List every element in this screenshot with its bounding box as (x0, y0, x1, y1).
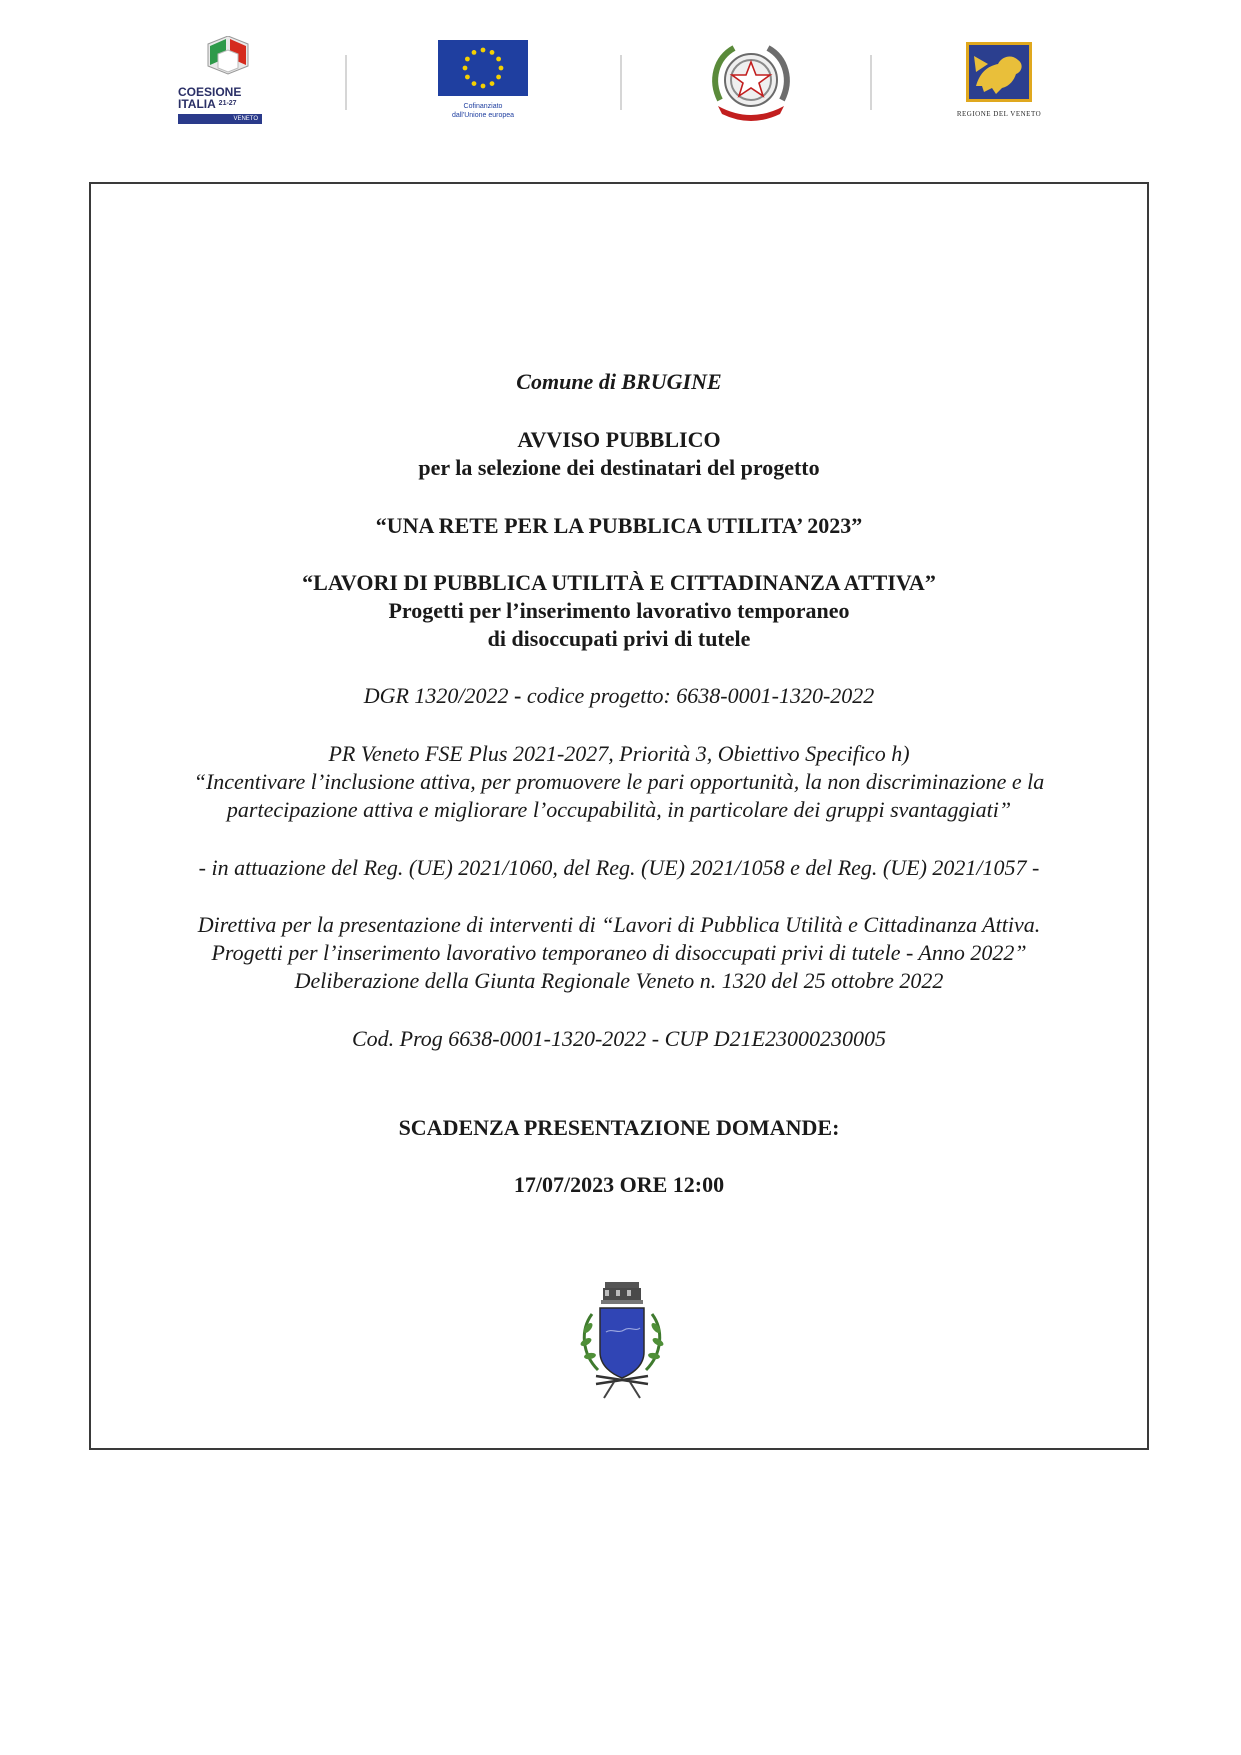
logo-bar (0, 0, 1241, 170)
eu-star-icon (465, 57, 470, 62)
eu-flag-icon (438, 40, 528, 96)
emblem-of-italy-icon (706, 40, 796, 126)
italian-republic-emblem (706, 40, 796, 126)
coesione-line1: COESIONE (178, 85, 242, 99)
logo-separator (870, 55, 872, 110)
regulation-line: - in attuazione del Reg. (UE) 2021/1060, del Reg. (UE) 2021/1058 e del Reg. (UE) 2021/1057 - (198, 855, 1040, 880)
eu-star-icon (465, 75, 470, 80)
coesione-region: VENETO (233, 116, 258, 122)
directive-line2: Progetti per l’inserimento lavorativo temporaneo di disoccupati privi di tutele - Anno 2022” (211, 940, 1027, 965)
directive-line1: Direttiva per la presentazione di interventi di “Lavori di Pubblica Utilità e Cittadinanza Attiva. (197, 912, 1041, 937)
municipality-name: Comune di BRUGINE (516, 369, 722, 394)
eu-star-icon (481, 84, 486, 89)
lion-of-saint-mark-icon (966, 42, 1032, 102)
eu-star-icon (472, 81, 477, 86)
deadline-label: SCADENZA PRESENTAZIONE DOMANDE: (398, 1115, 840, 1140)
brugine-coat-of-arms-icon (574, 1280, 670, 1406)
veneto-caption: REGIONE DEL VENETO (956, 110, 1042, 118)
notice-title: AVVISO PUBBLICO (517, 427, 721, 452)
eu-star-icon (490, 50, 495, 55)
regione-veneto-logo (944, 40, 1054, 130)
coesione-years: 21-27 (218, 100, 237, 107)
coesione-region-band (178, 114, 262, 124)
dgr-line (91, 682, 1147, 710)
eu-star-icon (496, 75, 501, 80)
coesione-cube-icon (178, 36, 278, 86)
eu-star-icon (496, 57, 501, 62)
eu-star-icon (463, 66, 468, 71)
eu-caption-line1: Cofinanziato (463, 103, 503, 110)
pr-veneto-line2: “Incentivare l’inclusione attiva, per promuovere le pari opportunità, la non discriminazione e la (193, 769, 1045, 794)
eu-star-icon (472, 50, 477, 55)
program-name: “LAVORI DI PUBBLICA UTILITÀ E CITTADINANZA ATTIVA” (302, 570, 936, 595)
notice-subtitle: per la selezione dei destinatari del progetto (418, 455, 820, 480)
project-name: “UNA RETE PER LA PUBBLICA UTILITA’ 2023” (375, 513, 863, 538)
eu-caption-line2: dall'Unione europea (451, 112, 515, 119)
project-code: codice progetto: 6638-0001-1320-2022 (526, 683, 875, 708)
notice-frame (89, 182, 1149, 1450)
program-description-line1: Progetti per l’inserimento lavorativo temporaneo (388, 598, 850, 623)
directive-line3: Deliberazione della Giunta Regionale Veneto n. 1320 del 25 ottobre 2022 (294, 968, 944, 993)
program-description-line2: di disoccupati privi di tutele (487, 626, 751, 651)
logo-separator (345, 55, 347, 110)
pr-veneto-line3: partecipazione attiva e migliorare l’occupabilità, in particolare dei gruppi svantaggiati” (226, 797, 1012, 822)
cup-code-line: Cod. Prog 6638-0001-1320-2022 - CUP D21E23000230005 (351, 1026, 887, 1051)
coesione-line2: ITALIA (178, 97, 216, 111)
eu-cofinanced-logo (428, 38, 538, 128)
deadline-value: 17/07/2023 ORE 12:00 (513, 1172, 725, 1197)
eu-star-icon (499, 66, 504, 71)
logo-separator (620, 55, 622, 110)
eu-star-icon (481, 48, 486, 53)
eu-star-icon (490, 81, 495, 86)
coesione-italia-logo (178, 36, 278, 131)
pr-veneto-line1: PR Veneto FSE Plus 2021-2027, Priorità 3, Obiettivo Specifico h) (328, 741, 910, 766)
dgr-code: DGR 1320/2022 (363, 683, 509, 708)
dgr-dash: - (508, 683, 527, 708)
